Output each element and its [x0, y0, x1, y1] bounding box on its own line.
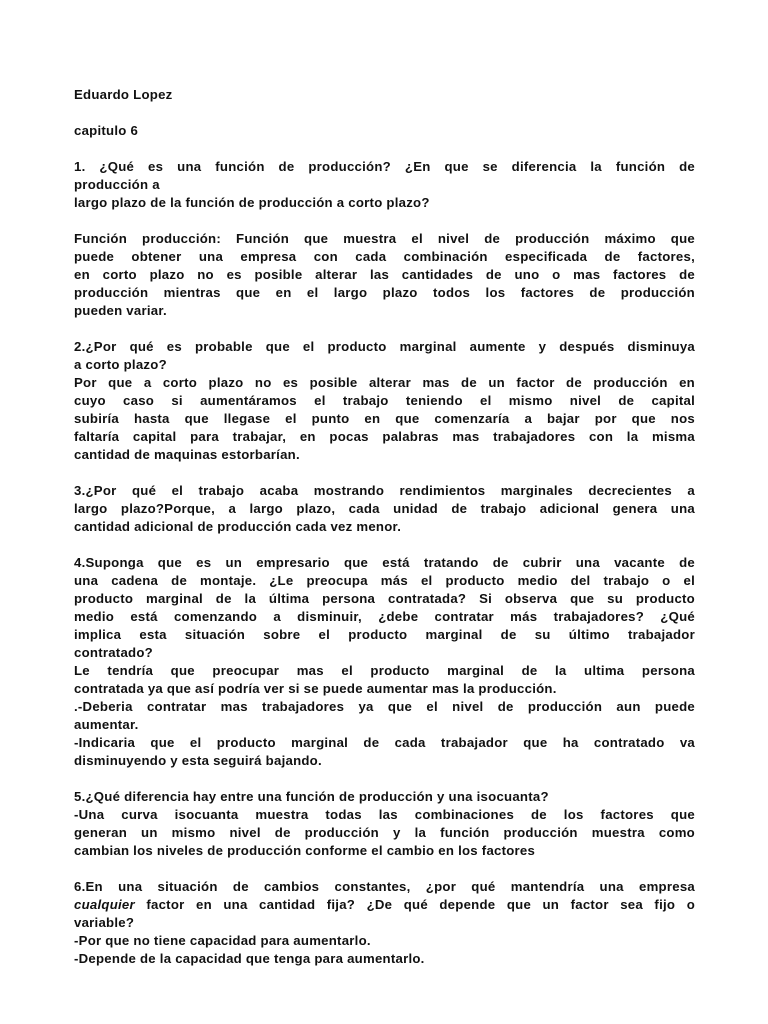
text-line: 2.¿Por qué es probable que el producto marginal aumente y después disminuya [74, 339, 695, 354]
italic-word: cualquier [74, 897, 135, 912]
text-line: Le tendría que preocupar mas el producto marginal de la ultima persona [74, 663, 695, 678]
text-line: 4.Suponga que es un empresario que está tratando de cubrir una vacante de [74, 555, 695, 570]
text-line: largo plazo?Porque, a largo plazo, cada unidad de trabajo adicional genera una [74, 501, 695, 516]
text-line: subiría hasta que llegase el punto en que comenzaría a bajar por que nos [74, 411, 695, 426]
text-line: generan un mismo nivel de producción y la función producción muestra como [74, 825, 695, 840]
text-line: variable? [74, 915, 135, 930]
text-line: disminuyendo y esta seguirá bajando. [74, 753, 322, 768]
question-6 [74, 878, 695, 968]
text-line: contratado? [74, 645, 153, 660]
text-line: faltaría capital para trabajar, en pocas palabras mas trabajadores con la misma [74, 429, 695, 444]
chapter-heading-block [74, 122, 695, 140]
text-line: medio está comenzando a disminuir, ¿debe contratar más trabajadores? ¿Qué [74, 609, 695, 624]
answer-1 [74, 230, 695, 320]
text-line: Función producción: Función que muestra el nivel de producción máximo que [74, 231, 695, 246]
question-1 [74, 158, 695, 212]
text-line: producto marginal de la última persona contratada? Si observa que su producto [74, 591, 695, 606]
text-line: cambian los niveles de producción conforme el cambio en los factores [74, 843, 536, 858]
text-line: -Depende de la capacidad que tenga para aumentarlo. [74, 951, 425, 966]
text-line: cuyo caso si aumentáramos el trabajo teniendo el mismo nivel de capital [74, 393, 695, 408]
author-name: Eduardo Lopez [74, 87, 173, 102]
text-line: 6.En una situación de cambios constantes, ¿por qué mantendría una empresa [74, 879, 695, 894]
text-line: en corto plazo no es posible alterar las cantidades de uno o mas factores de [74, 267, 695, 282]
text-line: a corto plazo? [74, 357, 167, 372]
question-3 [74, 482, 695, 536]
text-fragment: factor en una cantidad fija? ¿De qué depende que un factor sea fijo o [134, 897, 695, 912]
text-line: contratada ya que así podría ver si se puede aumentar mas la producción. [74, 681, 557, 696]
text-line: puede obtener una empresa con cada combinación especificada de factores, [74, 249, 695, 264]
document-body [74, 86, 695, 986]
text-line: una cadena de montaje. ¿Le preocupa más el producto medio del trabajo o el [74, 573, 695, 588]
question-2 [74, 338, 695, 464]
text-line: aumentar. [74, 717, 139, 732]
text-line-mixed [74, 896, 695, 914]
text-line: cantidad adicional de producción cada vez menor. [74, 519, 402, 534]
text-line: -Por que no tiene capacidad para aumentarlo. [74, 933, 371, 948]
text-line: 1. ¿Qué es una función de producción? ¿En que se diferencia la función de [74, 159, 695, 174]
text-line: 3.¿Por qué el trabajo acaba mostrando rendimientos marginales decrecientes a [74, 483, 695, 498]
text-line: producción mientras que en el largo plazo todos los factores de producción [74, 285, 695, 300]
author-name-block [74, 86, 695, 104]
text-line: largo plazo de la función de producción a corto plazo? [74, 195, 430, 210]
chapter-heading: capitulo 6 [74, 123, 139, 138]
text-line: .-Deberia contratar mas trabajadores ya que el nivel de producción aun puede [74, 699, 695, 714]
text-line: cantidad de maquinas estorbarían. [74, 447, 300, 462]
text-line: Por que a corto plazo no es posible alterar mas de un factor de producción en [74, 375, 695, 390]
text-line: pueden variar. [74, 303, 167, 318]
text-line: implica esta situación sobre el producto marginal de su último trabajador [74, 627, 695, 642]
text-line: producción a [74, 177, 160, 192]
question-5 [74, 788, 695, 860]
text-line: -Una curva isocuanta muestra todas las combinaciones de los factores que [74, 807, 695, 822]
question-4 [74, 554, 695, 770]
text-line: -Indicaria que el producto marginal de cada trabajador que ha contratado va [74, 735, 695, 750]
text-line: 5.¿Qué diferencia hay entre una función de producción y una isocuanta? [74, 789, 549, 804]
